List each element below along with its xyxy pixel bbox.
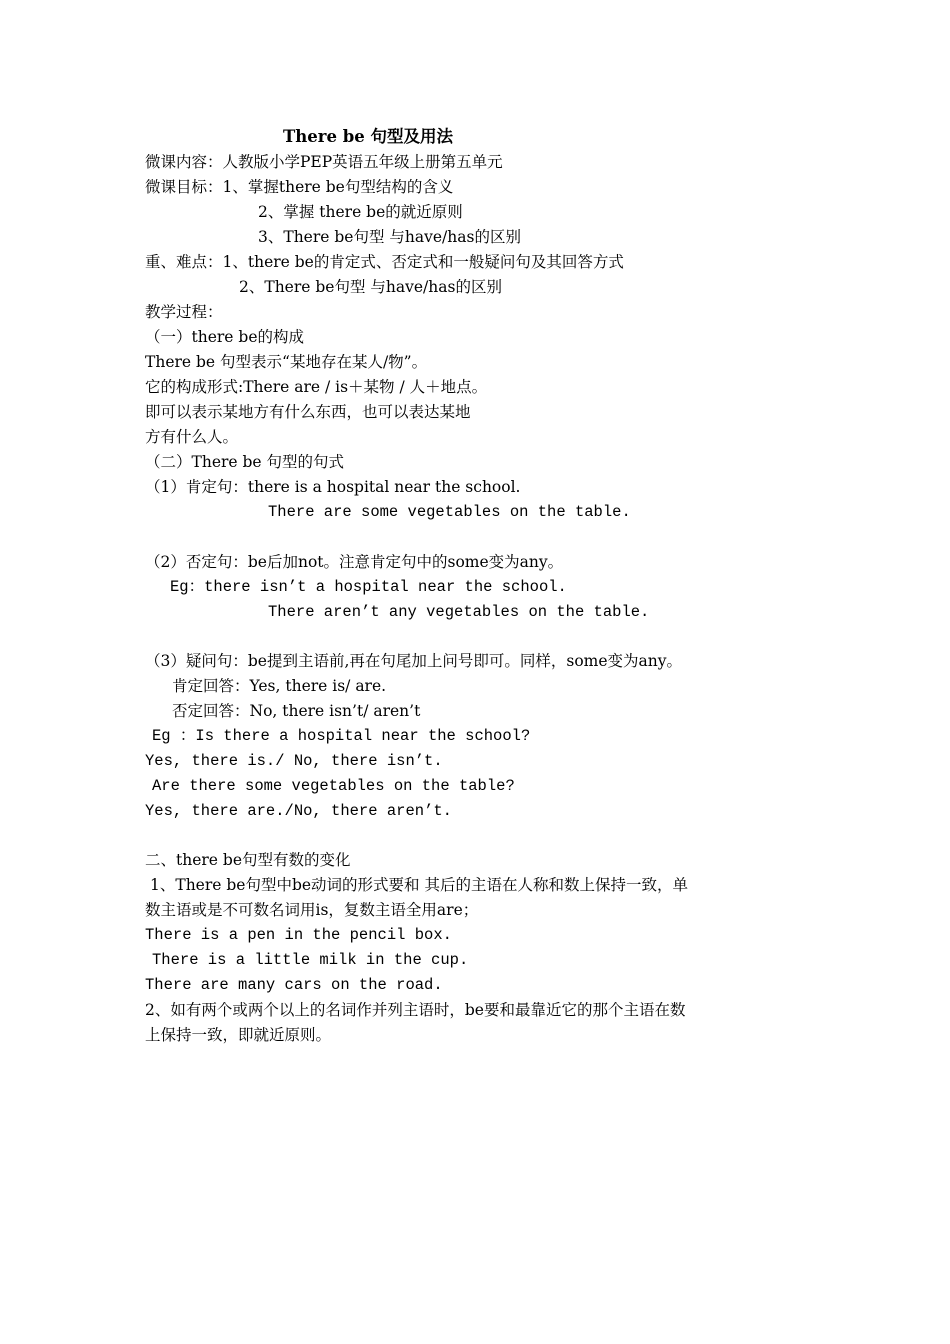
example-sentence: There is a pen in the pencil box. — [145, 926, 452, 944]
example-sentence: Yes, there are./No, there aren’t. — [145, 802, 452, 820]
example-sentence: Eg：there isn’t a hospital near the school. — [170, 578, 567, 596]
teaching-process-heading: 教学过程： — [145, 303, 223, 321]
example-sentence: There is a little milk in the cup. — [152, 951, 469, 969]
course-goal-item-3: 3、There be句型 与have/has的区别 — [258, 228, 521, 246]
example-sentence: There are some vegetables on the table. — [268, 503, 631, 521]
question-line: （3）疑问句：be提到主语前,再在句尾加上问号即可。同样，some变为any。 — [145, 652, 683, 670]
course-goal-item-2: 2、掌握 there be的就近原则 — [258, 203, 463, 221]
positive-answer-line: 肯定回答：Yes, there is/ are. — [172, 677, 387, 695]
paragraph-line: 方有什么人。 — [145, 428, 239, 446]
section-two-heading: 二、there be句型有数的变化 — [145, 851, 351, 869]
example-sentence: Yes, there is./ No, there isn’t. — [145, 752, 443, 770]
negative-line: （2）否定句：be后加not。注意肯定句中的some变为any。 — [145, 553, 564, 571]
negative-answer-line: 否定回答：No, there isn’t/ aren’t — [172, 702, 421, 720]
affirmative-line: （1）肯定句：there is a hospital near the school. — [145, 478, 521, 496]
paragraph-line: 它的构成形式:There are / is＋某物 / 人＋地点。 — [145, 378, 488, 396]
rule-line: 1、There be句型中be动词的形式要和 其后的主语在人称和数上保持一致，单 — [150, 876, 688, 894]
paragraph-line: 即可以表示某地方有什么东西，也可以表达某地 — [145, 403, 471, 421]
rule-line: 2、如有两个或两个以上的名词作并列主语时，be要和最靠近它的那个主语在数 — [145, 1001, 686, 1019]
section-1-heading: （一）there be的构成 — [145, 328, 304, 346]
key-points-line: 重、难点：1、there be的肯定式、否定式和一般疑问句及其回答方式 — [145, 253, 624, 271]
section-2-heading: （二）There be 句型的句式 — [145, 453, 345, 471]
example-sentence: Eg ：Is there a hospital near the school? — [152, 727, 531, 745]
example-sentence: There are many cars on the road. — [145, 976, 443, 994]
example-sentence: Are there some vegetables on the table? — [152, 777, 515, 795]
course-content-line: 微课内容：人教版小学PEP英语五年级上册第五单元 — [145, 153, 503, 171]
example-sentence: There aren’t any vegetables on the table. — [268, 603, 650, 621]
course-goal-line: 微课目标：1、掌握there be句型结构的含义 — [145, 178, 454, 196]
rule-line: 数主语或是不可数名词用is，复数主语全用are； — [145, 901, 479, 919]
document-title: There be 句型及用法 — [283, 127, 453, 146]
key-points-item-2: 2、There be句型 与have/has的区别 — [239, 278, 502, 296]
rule-line: 上保持一致，即就近原则。 — [145, 1026, 332, 1044]
paragraph-line: There be 句型表示“某地存在某人/物”。 — [145, 353, 428, 371]
